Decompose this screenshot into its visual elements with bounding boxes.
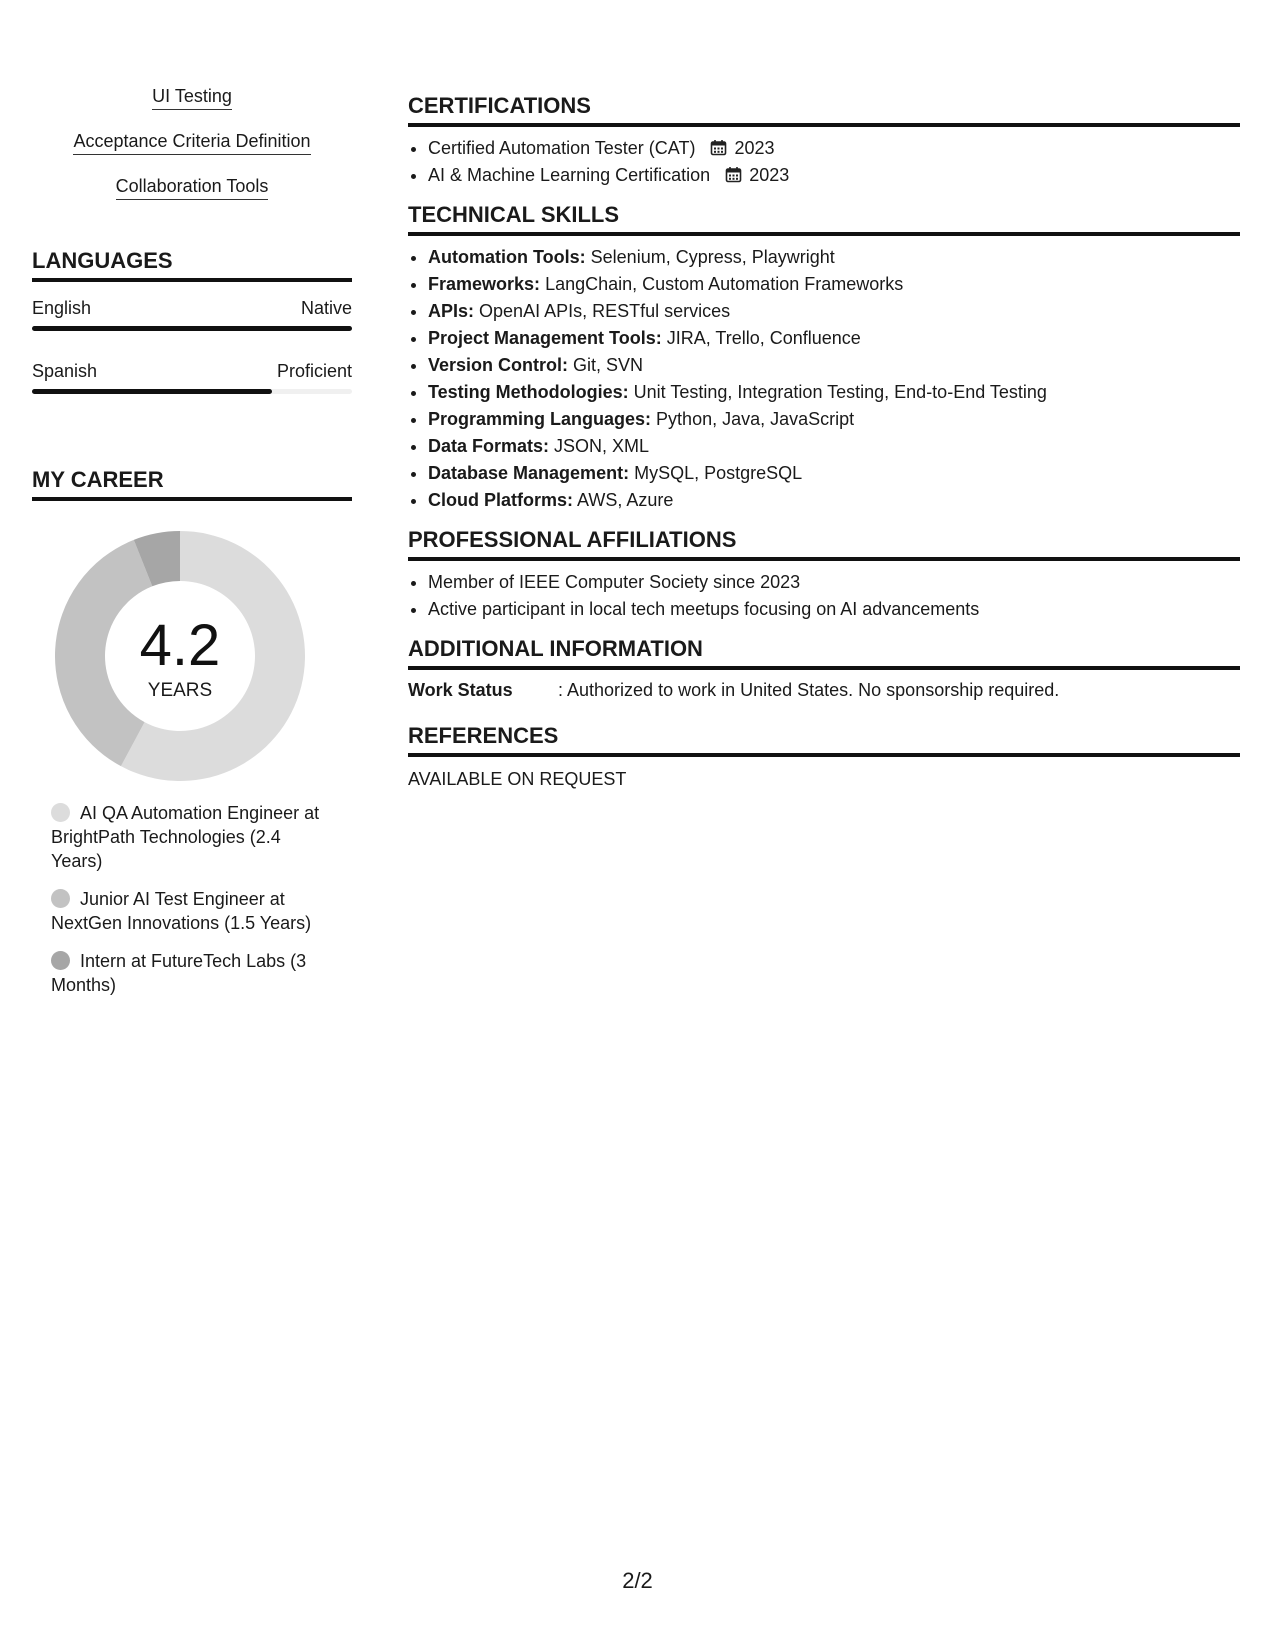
- certification-name: AI & Machine Learning Certification: [428, 165, 711, 185]
- language-entry: [32, 296, 352, 331]
- affiliations-section: [408, 526, 1240, 623]
- languages-section: [32, 247, 352, 394]
- references-text: AVAILABLE ON REQUEST: [408, 769, 627, 789]
- language-proficiency-bar: [32, 326, 352, 331]
- language-level: Native: [300, 298, 352, 318]
- skill-item: [428, 352, 1240, 379]
- skill-item: [428, 460, 1240, 487]
- language-name: Spanish: [32, 361, 98, 381]
- career-legend-item: [51, 801, 331, 873]
- language-level: Proficient: [276, 361, 352, 381]
- skill-label: Project Management Tools:: [428, 328, 662, 348]
- work-status-label: Work Status: [408, 680, 513, 700]
- skill-value: MySQL, PostgreSQL: [634, 463, 803, 483]
- certification-name: Certified Automation Tester (CAT): [428, 138, 696, 158]
- calendar-icon: [725, 166, 742, 183]
- skill-value: Selenium, Cypress, Playwright: [590, 247, 835, 267]
- skill-value: JSON, XML: [554, 436, 650, 456]
- work-status-value: : Authorized to work in United States. No sponsorship required.: [558, 680, 1060, 700]
- legend-dot-icon: [51, 889, 70, 908]
- career-legend-item: [51, 887, 331, 935]
- skill-item: [428, 487, 1240, 514]
- additional-info-section: [408, 635, 1240, 702]
- languages-heading: LANGUAGES: [32, 247, 352, 282]
- career-total-unit: YEARS: [147, 680, 213, 701]
- skill-label: APIs:: [428, 301, 475, 321]
- career-heading: MY CAREER: [32, 466, 352, 501]
- certifications-section: [408, 92, 1240, 189]
- references-section: [408, 722, 1240, 791]
- affiliation-item: • Member of IEEE Computer Society since 2023: [428, 569, 1240, 596]
- language-proficiency-bar: [32, 389, 352, 394]
- skill-label: Automation Tools:: [428, 247, 586, 267]
- skill-value: Python, Java, JavaScript: [656, 409, 855, 429]
- language-entry: [32, 359, 352, 394]
- career-section: [32, 466, 352, 997]
- career-legend-label: Intern at FutureTech Labs (3 Months): [51, 951, 307, 995]
- skill-item: [428, 325, 1240, 352]
- affiliation-item: • Active participant in local tech meetups focusing on AI advancements: [428, 596, 1240, 623]
- certification-year: 2023: [749, 165, 790, 185]
- skill-item: [428, 244, 1240, 271]
- skill-value: OpenAI APIs, RESTful services: [479, 301, 731, 321]
- skill-item: [428, 406, 1240, 433]
- skill-tag: UI Testing: [152, 84, 232, 110]
- technical-skills-section: [408, 201, 1240, 514]
- skill-value: JIRA, Trello, Confluence: [666, 328, 861, 348]
- technical-skills-list: [408, 244, 1240, 514]
- references-heading: REFERENCES: [408, 722, 1240, 757]
- career-legend-label: Junior AI Test Engineer at NextGen Innovations (1.5 Years): [51, 889, 312, 933]
- skill-label: Database Management:: [428, 463, 630, 483]
- skill-value: AWS, Azure: [577, 490, 674, 510]
- affiliations-heading: PROFESSIONAL AFFILIATIONS: [408, 526, 1240, 561]
- skill-item: [428, 298, 1240, 325]
- skill-label: Data Formats:: [428, 436, 550, 456]
- skill-value: Unit Testing, Integration Testing, End-to-End Testing: [633, 382, 1047, 402]
- certifications-list: [408, 135, 1240, 189]
- affiliations-list: [408, 569, 1240, 623]
- right-column: [408, 92, 1240, 791]
- additional-info-heading: ADDITIONAL INFORMATION: [408, 635, 1240, 670]
- legend-dot-icon: [51, 951, 70, 970]
- skill-label: Frameworks:: [428, 274, 541, 294]
- left-column: [32, 84, 352, 1011]
- career-total-years: 4.2: [139, 613, 221, 678]
- certifications-heading: CERTIFICATIONS: [408, 92, 1240, 127]
- skill-label: Cloud Platforms:: [428, 490, 574, 510]
- certification-item: [428, 135, 1240, 162]
- skill-item: [428, 433, 1240, 460]
- certification-item: [428, 162, 1240, 189]
- language-name: English: [32, 298, 92, 318]
- skill-item: [428, 271, 1240, 298]
- skill-tag: Collaboration Tools: [116, 174, 269, 200]
- career-donut-center: [55, 531, 305, 781]
- skill-label: Programming Languages:: [428, 409, 652, 429]
- skill-item: [428, 379, 1240, 406]
- career-legend-label: AI QA Automation Engineer at BrightPath Technologies (2.4 Years): [51, 803, 320, 871]
- skill-label: Version Control:: [428, 355, 569, 375]
- skill-value: LangChain, Custom Automation Frameworks: [545, 274, 904, 294]
- skill-tags: [32, 84, 352, 219]
- language-proficiency-fill: [32, 389, 272, 394]
- legend-dot-icon: [51, 803, 70, 822]
- certification-year: 2023: [734, 138, 775, 158]
- skill-value: Git, SVN: [573, 355, 644, 375]
- page-number: 2/2: [622, 1568, 653, 1593]
- work-status-row: [408, 678, 1240, 702]
- skill-label: Testing Methodologies:: [428, 382, 629, 402]
- career-donut-chart: [55, 531, 305, 781]
- skill-tag: Acceptance Criteria Definition: [73, 129, 310, 155]
- career-legend: [51, 801, 331, 997]
- career-legend-item: [51, 949, 331, 997]
- language-proficiency-fill: [32, 326, 352, 331]
- calendar-icon: [710, 139, 727, 156]
- technical-skills-heading: TECHNICAL SKILLS: [408, 201, 1240, 236]
